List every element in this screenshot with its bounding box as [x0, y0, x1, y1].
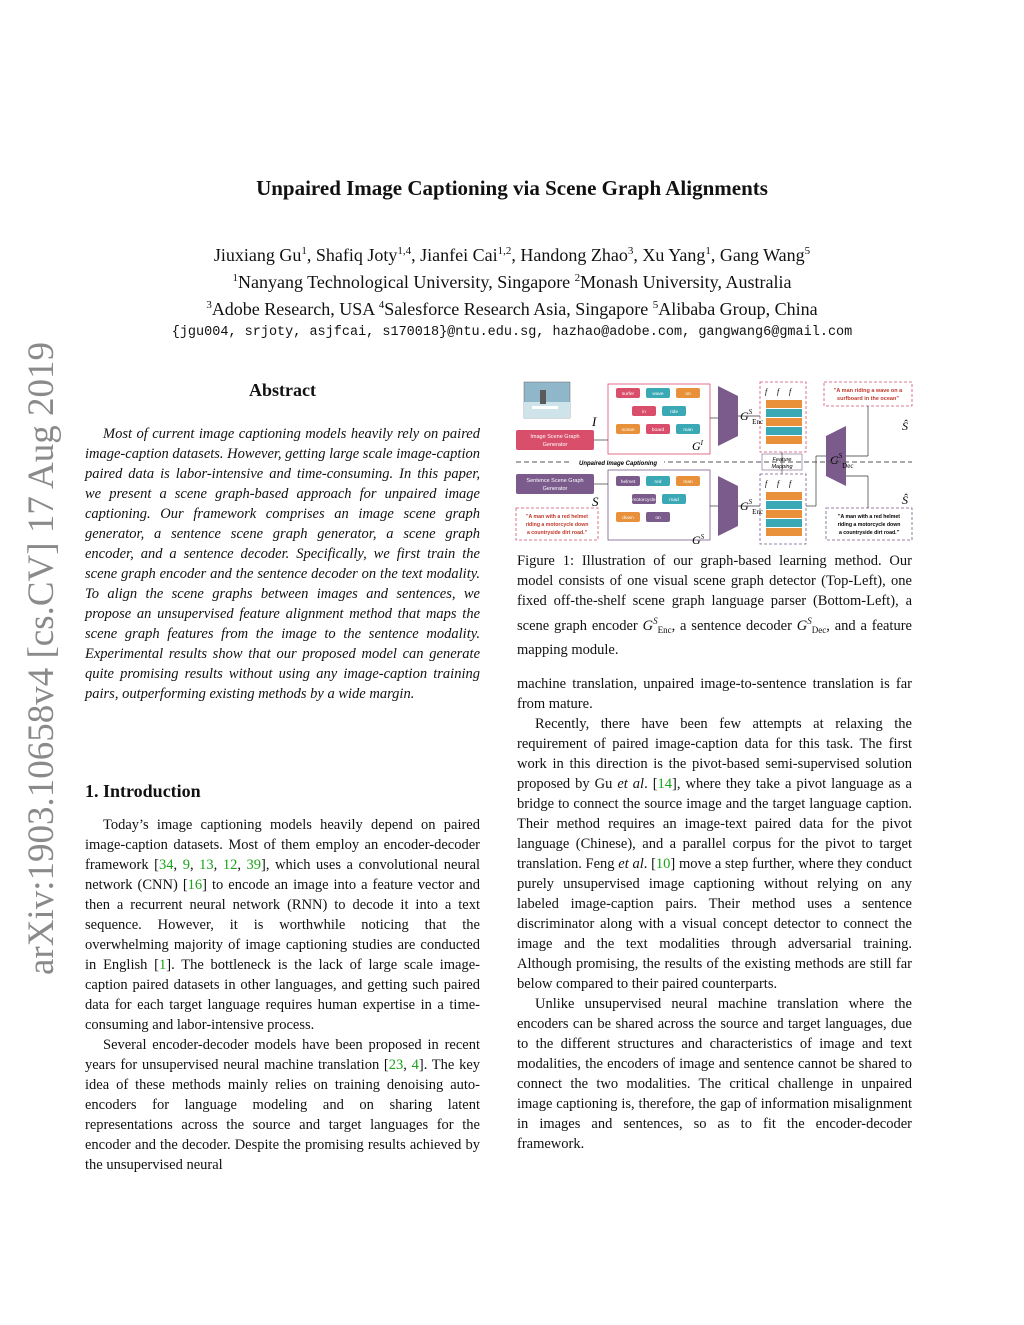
right-column-body [517, 674, 912, 1154]
citation-link[interactable]: 16 [187, 877, 203, 893]
graph-node-label: man [683, 428, 693, 433]
paragraph: Recently, there have been few attempts at relaxing the requirement of paired image-caption data for this task. The first work in this direction is the pivot-based semi-supervised solution proposed by Gu et al. [14], where they take a pivot language as a bridge to connect the source image and the target language caption. Their method requires an image-text paired data for the pivot language (Chinese), and a parallel corpus for the pivot to target translation. Feng et al. [10] move a step further, where they conduct purely unsupervised image captioning without relying on any labeled image-caption pairs. Their method uses a sentence discriminator along with a visual concept detector to connect the image and the text modalities through adversarial training. Although promising, the results of the existing methods are still far below compared to their paired counterparts. [517, 716, 912, 992]
label-input-sentence: S [592, 494, 599, 509]
citation-link[interactable]: 13 [199, 857, 214, 873]
author-emails: {jgu004, srjoty, asjfcai, s170018}@ntu.edu.sg, hazhao@adobe.com, gangwang6@gmail.com [171, 325, 853, 340]
svg-text:GSEnc: $G^S_{Enc}$ [740, 498, 764, 516]
svg-text:GSDec: $G^S_{Dec}$ [830, 452, 854, 470]
encoder-bottom [718, 476, 738, 536]
affiliation-line-2: $^3$Adobe Research, USA $^4$Salesforce Research Asia, Singapore $^5$Alibaba Group, China [206, 299, 818, 319]
encoder-top [718, 386, 738, 446]
paragraph: Today’s image captioning models heavily depend on paired image-caption datasets. Most of them employ an encoder-decoder framework [34, 9, 13, 12, 39], which uses a convolutional neural network (CNN) [16] to encode an image into a feature vector and then a recurrent neural network (RNN) to decode it into a text sequence. However, it is worthwhile noticing that the overwhelming majority of image captioning studies are conducted in English [1]. The bottleneck is the lack of large scale image-caption paired datasets in other languages, and getting such paired data for each target language requires human expertise in a time-consuming and labor-intensive process. [85, 817, 481, 1033]
svg-text:a countryside dirt road.": a countryside dirt road." [838, 530, 900, 536]
graph-node-label: helmet [620, 480, 636, 485]
author-block [0, 240, 1024, 344]
label-input-image: I [592, 414, 597, 429]
abstract-body [85, 424, 480, 704]
label-graph-image: $G^I$ [692, 439, 704, 453]
svg-text:"A man riding a wave on a: "A man riding a wave on a [833, 388, 903, 394]
output-caption-top [824, 382, 912, 406]
svg-text:Ŝ: Ŝ [902, 419, 908, 433]
graph-node-label: man [683, 480, 693, 485]
svg-text:surfboard in the ocean": surfboard in the ocean" [837, 396, 899, 402]
italic-text: et al [618, 856, 644, 872]
italic-text: et al [617, 776, 645, 792]
graph-node-label: board [651, 428, 665, 433]
section-heading-introduction: 1. Introduction [85, 781, 201, 801]
label-unpaired: Unpaired Image Captioning [578, 461, 658, 467]
svg-text:f: f [789, 387, 792, 396]
label-graph-sentence: $G^S$ [692, 533, 705, 547]
graph-node-label: ride [670, 410, 678, 415]
abstract-heading: Abstract [249, 380, 316, 400]
graph-node-label: surfer [621, 392, 635, 397]
citation-link[interactable]: 9 [182, 857, 190, 873]
citation-link[interactable]: 23 [388, 1057, 404, 1073]
svg-text:f: f [777, 387, 780, 396]
citation-link[interactable]: 39 [246, 857, 261, 873]
graph-node-label: ocean [621, 428, 635, 433]
feature-cubes-top [766, 400, 802, 444]
citation-link[interactable]: 1 [158, 957, 167, 973]
paragraph: Unlike unsupervised neural machine translation where the encoders can be shared across the source and target languages, due to the different structures and characteristics of image and text modalities, the encoders of image and sentence cannot be shared to connect the two modalities. The critical challenge in unpaired image captioning is, therefore, the gap of information misalignment in images and sentences, so as to fit the encoder-decoder framework. [517, 996, 912, 1152]
svg-text:Generator: Generator [542, 442, 568, 448]
citation-link[interactable]: 14 [657, 776, 673, 792]
paragraph: Several encoder-decoder models have been proposed in recent years for unsupervised neural machine translation [23, 4]. The key idea of these methods mainly relies on training denoising auto-encoders for language modeling and on sharing latent representations across the source and target languages for the encoder and the decoder. Despite the promising results achieved by the unsupervised neural [85, 1037, 481, 1173]
author-name: Jianfei Cai$^{1,2}$ [420, 245, 512, 265]
figure-1-caption: Figure 1: Illustration of our graph-based learning method. Our model consists of one visual scene graph detector (Top-Left), one fixed off-the-shelf scene graph language parser (Bottom-Left), a scene graph encoder $G^S_{Enc}$, a sentence decoder $G^S_{Dec}$, and a feature mapping module. [517, 553, 912, 658]
graph-node-label: on [685, 392, 691, 397]
affiliation: Monash University, Australia [580, 272, 792, 292]
author-name: Xu Yang$^1$ [642, 245, 711, 265]
svg-text:GSEnc: $G^S_{Enc}$ [740, 408, 764, 426]
feature-cubes-bottom [766, 492, 802, 536]
svg-text:Image Scene Graph: Image Scene Graph [530, 434, 580, 440]
svg-text:"A man with a red helmet: "A man with a red helmet [526, 514, 588, 520]
sentence-graph-nodes [616, 476, 700, 522]
svg-text:Ŝ: Ŝ [902, 493, 908, 507]
affiliation: Nanyang Technological University, Singapore [238, 272, 575, 292]
svg-text:f: f [789, 479, 792, 488]
author-names: Jiuxiang Gu$^1$, Shafiq Joty$^{1,4}$, Jianfei Cai$^{1,2}$, Handong Zhao$^3$, Xu Yang$^1$, Gang Wang$^5$ [213, 245, 811, 265]
graph-node-label: wave [652, 392, 664, 397]
svg-text:Feature: Feature [772, 457, 792, 463]
paper-title: Unpaired Image Captioning via Scene Graph Alignments [256, 176, 768, 200]
svg-text:f: f [777, 479, 780, 488]
graph-node-label: motorcycle [632, 498, 656, 503]
image-graph-nodes [616, 388, 700, 434]
graph-node-label: red [654, 480, 662, 485]
graph-node-label: down [622, 516, 634, 521]
enc-symbol: $G^S_{Enc}$ [642, 616, 672, 635]
author-name: Gang Wang$^5$ [719, 245, 811, 265]
citation-link[interactable]: 4 [411, 1057, 419, 1073]
figure-1-diagram [512, 378, 917, 548]
graph-node-label: road [669, 498, 679, 503]
svg-text:riding a motorcycle down: riding a motorcycle down [837, 522, 901, 528]
arxiv-identifier: arXiv:1903.10658v4 [cs.CV] 17 Aug 2019 [21, 341, 63, 975]
svg-text:Generator: Generator [542, 486, 568, 492]
svg-text:a countryside dirt road.": a countryside dirt road." [526, 530, 588, 536]
svg-text:"A man with a red helmet: "A man with a red helmet [838, 514, 900, 520]
svg-text:f: f [765, 479, 768, 488]
citation-link[interactable]: 34 [159, 857, 174, 873]
author-name: Handong Zhao$^3$ [520, 245, 634, 265]
affiliation: Alibaba Group, China [658, 299, 818, 319]
svg-text:Sentence Scene Graph: Sentence Scene Graph [526, 478, 584, 484]
citation-link[interactable]: 12 [222, 857, 238, 873]
graph-node-label: in [642, 410, 646, 415]
svg-text:Mapping: Mapping [771, 464, 793, 470]
author-name: Jiuxiang Gu$^1$ [213, 245, 307, 265]
left-column-body [85, 815, 480, 1175]
affiliation-line-1: $^1$Nanyang Technological University, Singapore $^2$Monash University, Australia [232, 272, 792, 292]
abstract-text: Most of current image captioning models heavily rely on paired image-caption datasets. However, getting large scale image-caption paired data is labor-intensive and time-consuming. In this paper, we present a scene graph-based approach for unpaired image captioning. Our framework comprises an image scene graph generator, a sentence scene graph generator, a scene graph encoder, and a sentence decoder. Specifically, we first train the scene graph encoder and the sentence decoder on the text modality. To align the scene graphs between images and sentences, we propose an unsupervised feature alignment method that maps the scene graph features from the image to the sentence modality. Experimental results show that our proposed model can generate quite promising results without using any image-caption training pairs, outperforming existing methods by a wide margin. [85, 426, 480, 702]
paragraph: machine translation, unpaired image-to-sentence translation is far from mature. [517, 676, 912, 712]
author-name: Shafiq Joty$^{1,4}$ [315, 245, 412, 265]
affiliation: Adobe Research, USA [211, 299, 379, 319]
svg-text:riding a motorcycle down: riding a motorcycle down [525, 522, 589, 528]
affiliation: Salesforce Research Asia, Singapore [384, 299, 653, 319]
citation-link[interactable]: 10 [655, 856, 671, 872]
dec-symbol: $G^S_{Dec}$ [796, 616, 827, 635]
graph-node-label: on [655, 516, 661, 521]
svg-text:f: f [765, 387, 768, 396]
